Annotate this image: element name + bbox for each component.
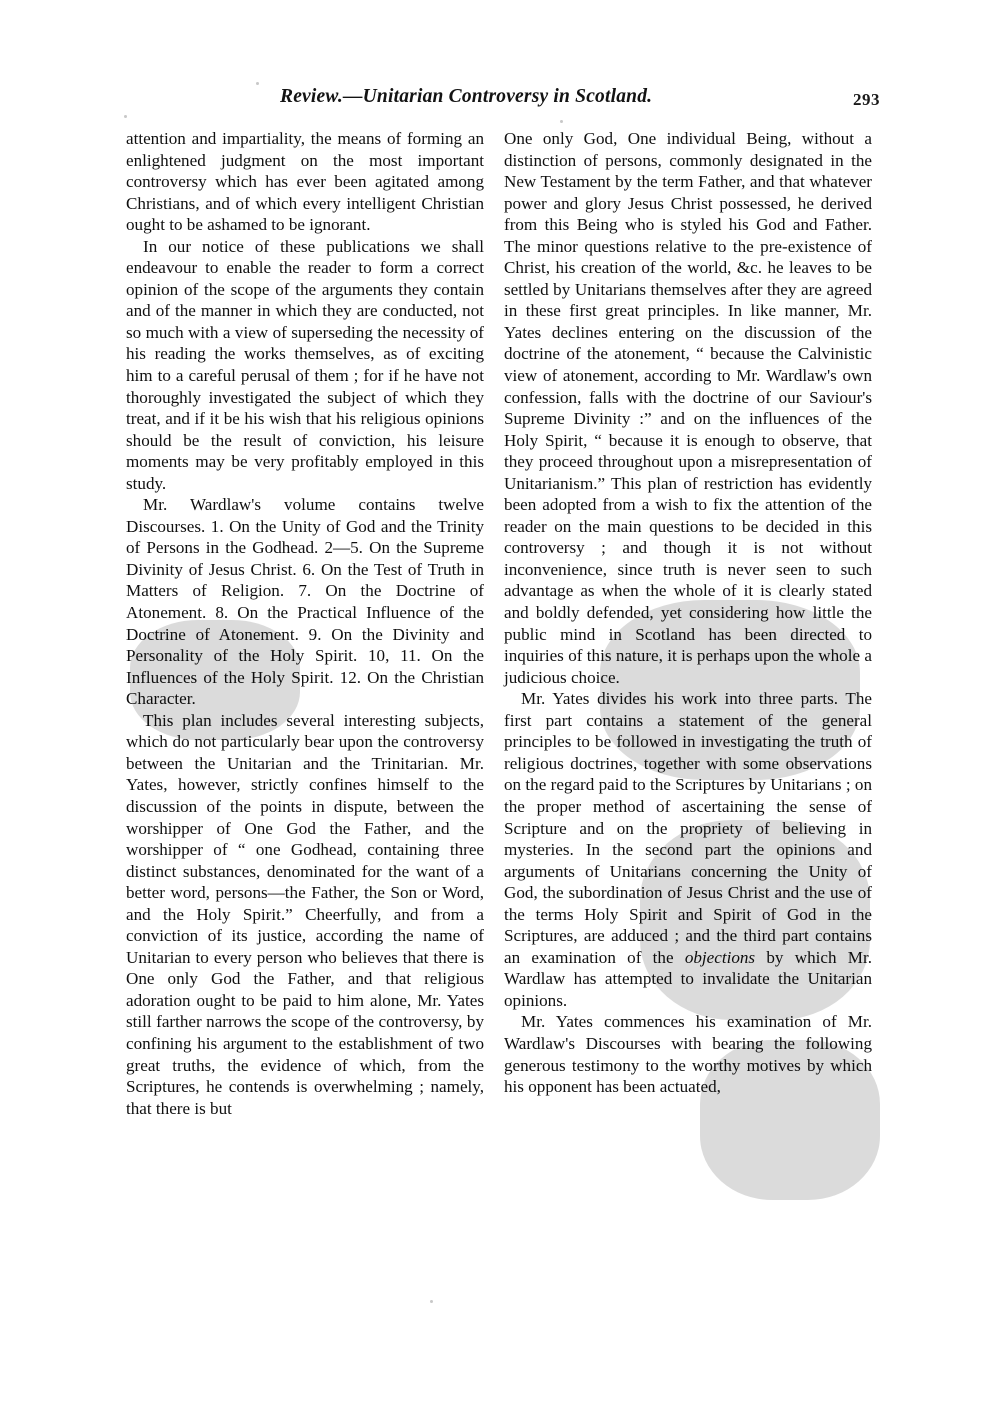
paragraph: One only God, One individual Being, without a distinction of persons, commonly designated in the New Testament by the term Father, and that whatever power and glory Jesus Christ possessed, he derived from this Being who is styled his God and Father. The minor questions relative to the pre-existence of Christ, his creation of the world, &c. he leaves to be settled by Unitarians themselves after they are agreed in these first great principles. In like manner, Mr. Yates declines entering on the discussion of the doctrine of the atonement, “ because the Calvinistic view of atonement, according to Mr. Wardlaw's own confession, falls with the doctrine of our Saviour's Supreme Divinity :” and on the influences of the Holy Spirit, “ because it is enough to observe, that they proceed throughout upon a misrepresentation of Unitarianism.” This plan of restriction has evidently been adopted from a wish to fix the attention of the reader on the main questions to be decided in this controversy ; and though it is not without inconvenience, since truth is never seen to such advantage as when the whole of it is clearly stated and boldly defended, yet considering how little the public mind in Scotland has been directed to inquiries of this nature, it is perhaps upon the whole a judicious choice.	[504, 129, 872, 687]
paragraph-with-italic	[504, 688, 872, 1011]
running-head-title: Review.—Unitarian Controversy in Scotland.	[280, 86, 653, 107]
right-column	[504, 128, 872, 1098]
scan-speckle	[256, 82, 259, 85]
running-head	[120, 86, 880, 116]
page-number: 293	[853, 90, 880, 109]
paragraph-text-part-2: by which Mr. Wardlaw has attempted to invalidate the Unitarian opinions.	[504, 947, 872, 1010]
paragraph: In our notice of these publications we shall endeavour to enable the reader to form a correct opinion of the scope of the arguments they contain and of the manner in which they are conducted, not so much with a view of superseding the necessity of his reading the works themselves, as of exciting him to a careful perusal of them ; for if he have not thoroughly investigated the subject of which they treat, and if it be his wish that his religious opinions should be the result of conviction, his leisure moments may be very profitably employed in this study.	[126, 236, 484, 493]
paragraph: This plan includes several interesting subjects, which do not particularly bear upon the controversy between the Unitarian and the Trinitarian. Mr. Yates, however, strictly confines himself to the discussion of the points in dispute, between the worshipper of One God the Father, and the worshipper of “ one Godhead, containing three distinct substances, denominated for the want of a better word, persons—the Father, the Son or Word, and the Holy Spirit.” Cheerfully, and from a conviction of its justice, according the name of Unitarian to every person who believes that there is One only God the Father, and that religious adoration ought to be paid to him alone, Mr. Yates still farther narrows the scope of the controversy, by confining his argument to the establishment of two great truths, the evidence of which, from the Scriptures, he contends is overwhelming ; namely, that there is but	[126, 710, 484, 1118]
paragraph: Mr. Wardlaw's volume contains twelve Discourses. 1. On the Unity of God and the Trinity of Persons in the Godhead. 2—5. On the Supreme Divinity of Jesus Christ. 6. On the Test of Truth in Matters of Religion. 7. On the Doctrine of Atonement. 8. On the Practical Influence of the Doctrine of Atonement. 9. On the Divinity and Personality of the Holy Spirit. 10, 11. On the Influences of the Holy Spirit. 12. On the Christian Character.	[126, 495, 484, 709]
scan-speckle	[430, 1300, 433, 1303]
scan-speckle	[560, 120, 563, 123]
paragraph: attention and impartiality, the means of forming an enlightened judgment on the most important controversy which has ever been agitated among Christians, and of which every intelligent Christian ought to be ashamed to be ignorant.	[126, 129, 484, 235]
italic-term-objections: objections	[684, 947, 756, 967]
paragraph: Mr. Yates commences his examination of Mr. Wardlaw's Discourses with bearing the following generous testimony to the worthy motives by which his opponent has been actuated,	[504, 1012, 872, 1097]
paragraph-text-part-1: Mr. Yates divides his work into three parts. The first part contains a statement of the general principles to be followed in investigating the truth of religious doctrines, together with some observations on the regard paid to the Scriptures by Unitarians ; on the proper method of ascertaining the sense of Scripture and on the propriety of believing in mysteries. In the second part the opinions and arguments of Unitarians concerning the Unity of God, the subordination of Jesus Christ and the use of the terms Holy Spirit and Spirit of God in the Scriptures, are adduced ; and the third part contains an examination of the	[504, 689, 872, 967]
left-column	[126, 128, 484, 1119]
